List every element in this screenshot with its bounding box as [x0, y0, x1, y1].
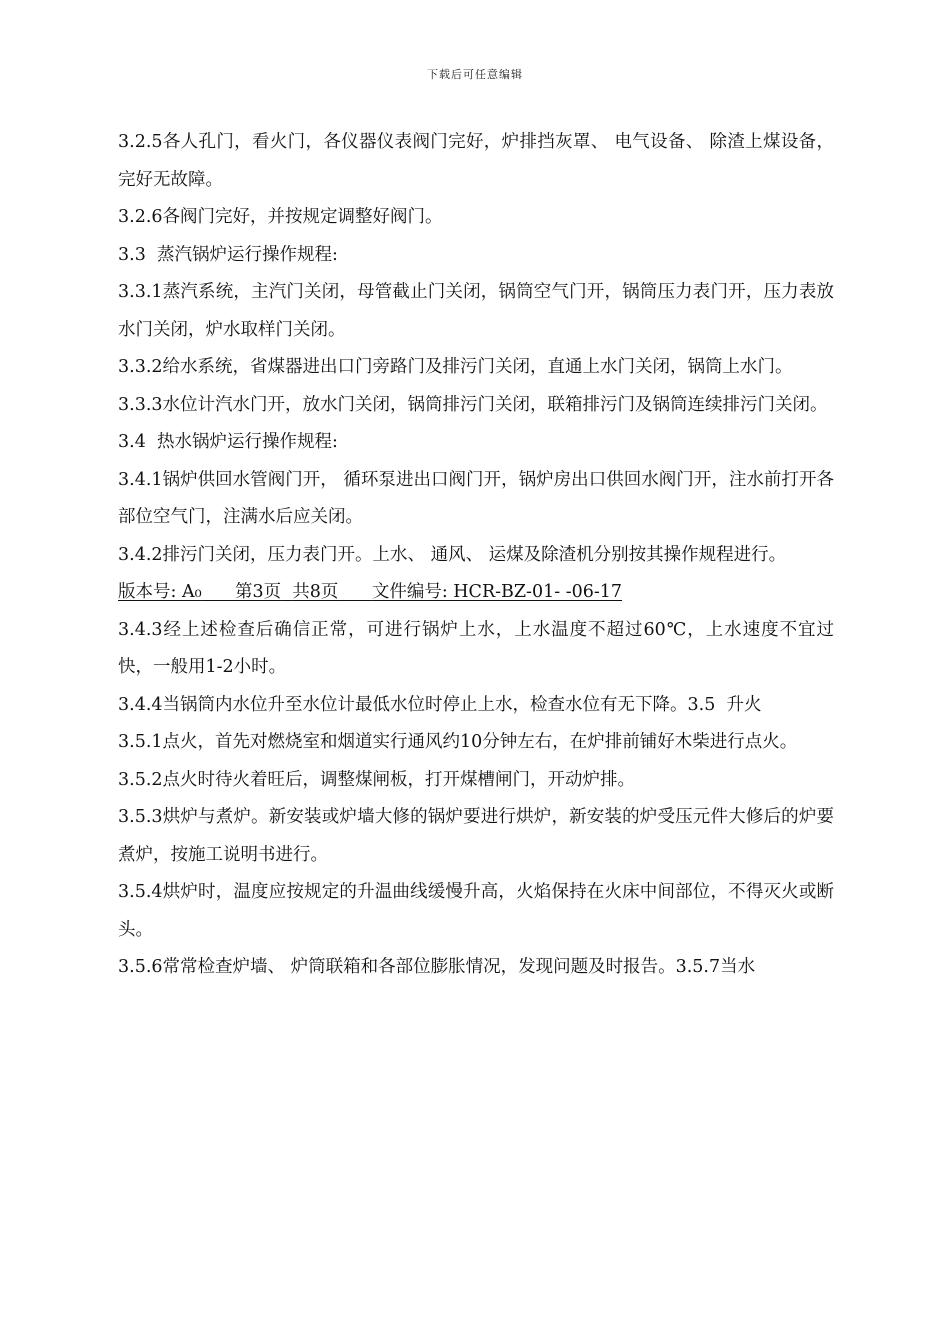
footer-document-number: 文件编号: HCR-BZ-01- -06-17 — [371, 582, 623, 602]
paragraph-3-3-2: 3.3.2给水系统，省煤器进出口门旁路门及排污门关闭，直通上水门关闭，锅筒上水门。 — [118, 357, 793, 377]
section-heading-3-3: 3.3 蒸汽锅炉运行操作规程: — [118, 244, 338, 265]
section-heading-3-4: 3.4 热水锅炉运行操作规程: — [118, 432, 338, 452]
paragraph-3-4-3: 3.4.3经上述检查后确信正常，可进行锅炉上水，上水温度不超过60℃，上水速度不宜过快，一般用1-2小时。 — [118, 619, 834, 677]
paragraph-3-3-1: 3.3.1蒸汽系统，主汽门关闭，母管截止门关闭，锅筒空气门开，锅筒压力表门开，压力表放水门关闭，炉水取样门关闭。 — [118, 282, 834, 340]
paragraph-3-5-4: 3.5.4烘炉时，温度应按规定的升温曲线缓慢升高，火焰保持在火床中间部位，不得灭火或断头。 — [118, 882, 834, 940]
footer-version: 版本号: A₀ — [118, 582, 202, 602]
page-footer — [118, 574, 834, 612]
paragraph-3-2-6: 3.2.6各阀门完好，并按规定调整好阀门。 — [118, 207, 443, 227]
paragraph-3-2-5: 3.2.5各人孔门，看火门，各仪器仪表阀门完好，炉排挡灰罩、 电气设备、 除渣上煤设备，完好无故障。 — [118, 132, 834, 190]
paragraph-3-5-3: 3.5.3烘炉与煮炉。新安装或炉墙大修的锅炉要进行烘炉，新安装的炉受压元件大修后的炉要煮炉，按施工说明书进行。 — [118, 807, 834, 865]
footer-page-number: 第3页 — [235, 582, 282, 602]
paragraph-3-5-2: 3.5.2点火时待火着旺后，调整煤闸板，打开煤槽闸门，开动炉排。 — [118, 769, 636, 790]
paragraph-3-4-2: 3.4.2排污门关闭，压力表门开。上水、 通风、 运煤及除渣机分别按其操作规程进行。 — [118, 544, 787, 565]
paragraph-3-3-3: 3.3.3水位计汽水门开，放水门关闭，锅筒排污门关闭，联箱排污门及锅筒连续排污门关闭。 — [118, 394, 828, 415]
paragraph-3-5-6: 3.5.6常常检查炉墙、 炉筒联箱和各部位膨胀情况，发现问题及时报告。3.5.7当水 — [118, 957, 756, 977]
header-note: 下载后可任意编辑 — [427, 68, 523, 81]
paragraph-3-4-1: 3.4.1锅炉供回水管阀门开， 循环泵进出口阀门开，锅炉房出口供回水阀门开，注水前打开各部位空气门，注满水后应关闭。 — [118, 469, 834, 527]
paragraph-3-4-4: 3.4.4当锅筒内水位升至水位计最低水位时停止上水，检查水位有无下降。3.5 升火 — [118, 694, 762, 715]
footer-total-pages: 共8页 — [292, 582, 339, 602]
document-body — [118, 124, 834, 987]
paragraph-3-5-1: 3.5.1点火，首先对燃烧室和烟道实行通风约10分钟左右，在炉排前铺好木柴进行点火。 — [118, 732, 798, 752]
